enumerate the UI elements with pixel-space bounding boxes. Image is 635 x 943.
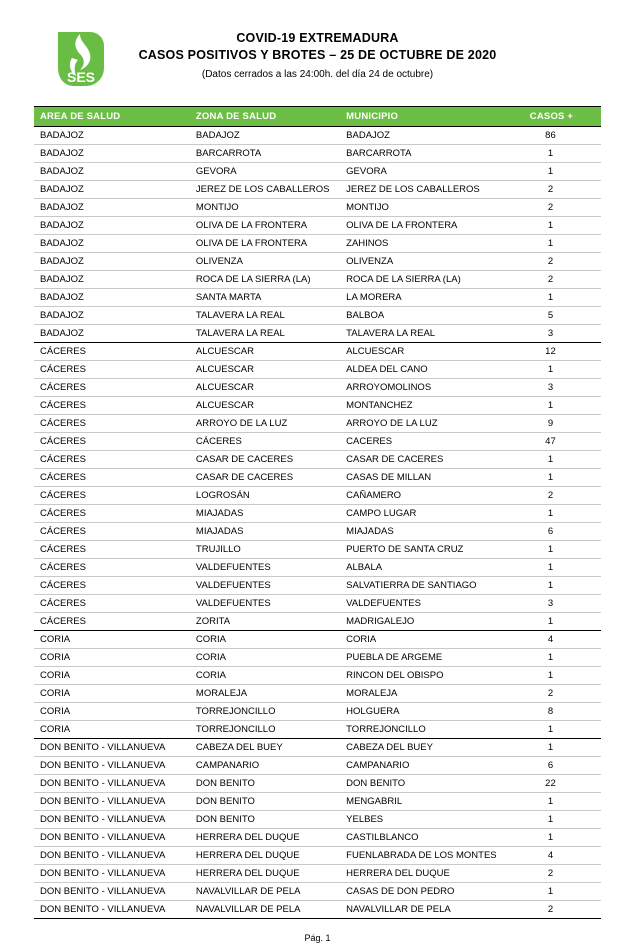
cell-casos: 3 [516,325,601,343]
cell-zona: MIAJADAS [190,505,340,523]
cell-area: CÁCERES [34,595,190,613]
cell-municipio: PUEBLA DE ARGEME [340,649,516,667]
cell-casos: 1 [516,163,601,181]
cell-casos: 1 [516,541,601,559]
cell-municipio: SALVATIERRA DE SANTIAGO [340,577,516,595]
cell-zona: MIAJADAS [190,523,340,541]
cell-area: DON BENITO - VILLANUEVA [34,883,190,901]
cell-area: BADAJOZ [34,127,190,145]
table-header [34,107,601,127]
table-row [34,757,601,775]
cell-casos: 1 [516,667,601,685]
cell-municipio: TALAVERA LA REAL [340,325,516,343]
cell-casos: 5 [516,307,601,325]
cell-municipio: YELBES [340,811,516,829]
cell-casos: 1 [516,451,601,469]
ses-logo [50,28,112,98]
table-row [34,541,601,559]
cell-area: BADAJOZ [34,199,190,217]
cell-area: CÁCERES [34,397,190,415]
cell-casos: 1 [516,577,601,595]
table-row [34,235,601,253]
cell-zona: ALCUESCAR [190,343,340,361]
table-row [34,523,601,541]
cell-area: BADAJOZ [34,307,190,325]
cell-casos: 1 [516,613,601,631]
cell-area: CÁCERES [34,415,190,433]
cell-zona: MONTIJO [190,199,340,217]
cell-casos: 2 [516,685,601,703]
table-row [34,415,601,433]
cell-area: CÁCERES [34,343,190,361]
cell-zona: JEREZ DE LOS CABALLEROS [190,181,340,199]
cell-casos: 1 [516,811,601,829]
cell-municipio: DON BENITO [340,775,516,793]
cell-municipio: BALBOA [340,307,516,325]
cell-area: CORIA [34,703,190,721]
cell-area: DON BENITO - VILLANUEVA [34,793,190,811]
cell-casos: 1 [516,469,601,487]
cell-casos: 2 [516,865,601,883]
cell-zona: BADAJOZ [190,127,340,145]
cell-casos: 22 [516,775,601,793]
cell-area: BADAJOZ [34,325,190,343]
table-row [34,145,601,163]
cell-area: BADAJOZ [34,271,190,289]
cell-zona: VALDEFUENTES [190,577,340,595]
cell-zona: CASAR DE CACERES [190,451,340,469]
table-row [34,739,601,757]
table-body [34,127,601,919]
table-row [34,271,601,289]
cell-municipio: MONTIJO [340,199,516,217]
cell-casos: 1 [516,883,601,901]
cell-casos: 1 [516,397,601,415]
cell-zona: TORREJONCILLO [190,703,340,721]
cell-casos: 1 [516,739,601,757]
table-row [34,901,601,919]
cell-zona: DON BENITO [190,811,340,829]
cell-area: CÁCERES [34,523,190,541]
table-row [34,163,601,181]
cell-area: BADAJOZ [34,145,190,163]
cell-zona: DON BENITO [190,775,340,793]
cell-zona: NAVALVILLAR DE PELA [190,883,340,901]
table-row [34,829,601,847]
cell-zona: VALDEFUENTES [190,595,340,613]
cell-casos: 1 [516,361,601,379]
column-header-municipio: MUNICIPIO [340,107,516,127]
cell-municipio: CAMPANARIO [340,757,516,775]
cell-area: BADAJOZ [34,163,190,181]
cell-area: CORIA [34,631,190,649]
cell-zona: ALCUESCAR [190,361,340,379]
cell-zona: TRUJILLO [190,541,340,559]
cell-zona: TORREJONCILLO [190,721,340,739]
cell-municipio: TORREJONCILLO [340,721,516,739]
cell-zona: LOGROSÁN [190,487,340,505]
cell-zona: OLIVA DE LA FRONTERA [190,235,340,253]
cell-area: CORIA [34,721,190,739]
cell-zona: CORIA [190,631,340,649]
table-row [34,649,601,667]
table-row [34,343,601,361]
cases-table [34,106,601,919]
cell-zona: VALDEFUENTES [190,559,340,577]
title-block [34,24,601,84]
cell-casos: 1 [516,721,601,739]
column-header-casos: CASOS + [516,107,601,127]
cell-zona: NAVALVILLAR DE PELA [190,901,340,919]
svg-text:SES: SES [66,69,96,85]
cell-area: CORIA [34,667,190,685]
table-row [34,217,601,235]
table-row [34,253,601,271]
cell-municipio: OLIVA DE LA FRONTERA [340,217,516,235]
table-header-row [34,107,601,127]
document-header [34,24,601,106]
cell-municipio: PUERTO DE SANTA CRUZ [340,541,516,559]
cell-area: DON BENITO - VILLANUEVA [34,811,190,829]
cell-municipio: MONTANCHEZ [340,397,516,415]
cell-municipio: MADRIGALEJO [340,613,516,631]
cell-municipio: CORIA [340,631,516,649]
cell-casos: 12 [516,343,601,361]
column-header-zona: ZONA DE SALUD [190,107,340,127]
cell-area: DON BENITO - VILLANUEVA [34,775,190,793]
cell-zona: MORALEJA [190,685,340,703]
cell-zona: HERRERA DEL DUQUE [190,865,340,883]
cell-municipio: MIAJADAS [340,523,516,541]
cell-municipio: GEVORA [340,163,516,181]
cell-zona: GEVORA [190,163,340,181]
cell-zona: ZORITA [190,613,340,631]
table-row [34,577,601,595]
cell-area: BADAJOZ [34,217,190,235]
cell-area: CÁCERES [34,505,190,523]
cell-area: CÁCERES [34,361,190,379]
cell-casos: 1 [516,559,601,577]
cell-area: CÁCERES [34,433,190,451]
table-row [34,631,601,649]
page-footer: Pág. 1 [304,933,331,943]
cell-zona: DON BENITO [190,793,340,811]
cell-zona: HERRERA DEL DUQUE [190,829,340,847]
cell-area: CORIA [34,685,190,703]
cell-casos: 1 [516,235,601,253]
cell-zona: CAMPANARIO [190,757,340,775]
cell-zona: OLIVENZA [190,253,340,271]
table-row [34,289,601,307]
cell-zona: ALCUESCAR [190,379,340,397]
table-row [34,865,601,883]
cell-municipio: CACERES [340,433,516,451]
cell-casos: 86 [516,127,601,145]
table-row [34,181,601,199]
cell-municipio: LA MORERA [340,289,516,307]
cell-municipio: ALCUESCAR [340,343,516,361]
table-row [34,451,601,469]
cell-casos: 8 [516,703,601,721]
cell-casos: 4 [516,847,601,865]
table-row [34,397,601,415]
table-row [34,667,601,685]
cell-municipio: ALDEA DEL CANO [340,361,516,379]
table-row [34,487,601,505]
cell-area: CÁCERES [34,451,190,469]
table-row [34,361,601,379]
cell-municipio: CAMPO LUGAR [340,505,516,523]
cell-municipio: ALBALA [340,559,516,577]
cell-zona: CORIA [190,649,340,667]
cell-area: CÁCERES [34,469,190,487]
cell-area: BADAJOZ [34,289,190,307]
table-row [34,721,601,739]
table-row [34,613,601,631]
cell-casos: 9 [516,415,601,433]
cell-casos: 6 [516,757,601,775]
cell-area: CÁCERES [34,577,190,595]
cell-casos: 2 [516,199,601,217]
cell-casos: 1 [516,793,601,811]
cell-zona: SANTA MARTA [190,289,340,307]
cell-municipio: ARROYOMOLINOS [340,379,516,397]
cell-casos: 6 [516,523,601,541]
column-header-area: AREA DE SALUD [34,107,190,127]
cell-casos: 1 [516,289,601,307]
cell-municipio: ZAHINOS [340,235,516,253]
cell-zona: TALAVERA LA REAL [190,325,340,343]
document-title: COVID-19 EXTREMADURA [236,31,399,45]
cell-casos: 1 [516,145,601,163]
cell-casos: 2 [516,253,601,271]
cell-municipio: JEREZ DE LOS CABALLEROS [340,181,516,199]
cell-municipio: VALDEFUENTES [340,595,516,613]
cell-municipio: MORALEJA [340,685,516,703]
cell-area: DON BENITO - VILLANUEVA [34,847,190,865]
table-row [34,325,601,343]
cell-casos: 4 [516,631,601,649]
table-row [34,199,601,217]
cell-area: BADAJOZ [34,253,190,271]
cell-municipio: ARROYO DE LA LUZ [340,415,516,433]
table-row [34,127,601,145]
cell-zona: CASAR DE CACERES [190,469,340,487]
cell-area: DON BENITO - VILLANUEVA [34,865,190,883]
cell-casos: 1 [516,505,601,523]
cell-municipio: HOLGUERA [340,703,516,721]
cell-municipio: CASAS DE MILLAN [340,469,516,487]
cell-municipio: MENGABRIL [340,793,516,811]
cell-casos: 1 [516,217,601,235]
cell-zona: CORIA [190,667,340,685]
cell-municipio: OLIVENZA [340,253,516,271]
cell-municipio: FUENLABRADA DE LOS MONTES [340,847,516,865]
cell-zona: CÁCERES [190,433,340,451]
cell-casos: 2 [516,901,601,919]
cell-casos: 47 [516,433,601,451]
cell-municipio: NAVALVILLAR DE PELA [340,901,516,919]
cell-municipio: HERRERA DEL DUQUE [340,865,516,883]
table-row [34,379,601,397]
cell-casos: 1 [516,649,601,667]
cell-municipio: ROCA DE LA SIERRA (LA) [340,271,516,289]
cell-municipio: CASAR DE CACERES [340,451,516,469]
cell-area: CÁCERES [34,379,190,397]
cell-municipio: CASTILBLANCO [340,829,516,847]
cell-area: BADAJOZ [34,181,190,199]
cell-municipio: BADAJOZ [340,127,516,145]
cell-zona: CABEZA DEL BUEY [190,739,340,757]
cell-casos: 3 [516,595,601,613]
cell-area: DON BENITO - VILLANUEVA [34,901,190,919]
document-note: (Datos cerrados a las 24:00h. del día 24 de octubre) [201,69,434,80]
cell-area: DON BENITO - VILLANUEVA [34,739,190,757]
table-row [34,505,601,523]
cell-municipio: CAÑAMERO [340,487,516,505]
cell-zona: HERRERA DEL DUQUE [190,847,340,865]
table-row [34,559,601,577]
table-row [34,883,601,901]
cell-area: CÁCERES [34,559,190,577]
table-row [34,433,601,451]
table-row [34,847,601,865]
cell-area: CORIA [34,649,190,667]
cell-municipio: BARCARROTA [340,145,516,163]
cell-casos: 3 [516,379,601,397]
cell-area: DON BENITO - VILLANUEVA [34,829,190,847]
table-row [34,793,601,811]
cell-casos: 2 [516,271,601,289]
cell-zona: ALCUESCAR [190,397,340,415]
document-subtitle: CASOS POSITIVOS Y BROTES – 25 DE OCTUBRE DE 2020 [138,48,497,62]
table-row [34,307,601,325]
cell-casos: 2 [516,487,601,505]
table-row [34,685,601,703]
cell-zona: BARCARROTA [190,145,340,163]
cell-municipio: CABEZA DEL BUEY [340,739,516,757]
cell-zona: TALAVERA LA REAL [190,307,340,325]
table-row [34,703,601,721]
cell-municipio: RINCON DEL OBISPO [340,667,516,685]
cell-area: BADAJOZ [34,235,190,253]
cell-zona: ARROYO DE LA LUZ [190,415,340,433]
cell-area: CÁCERES [34,613,190,631]
cell-municipio: CASAS DE DON PEDRO [340,883,516,901]
cell-zona: OLIVA DE LA FRONTERA [190,217,340,235]
cell-casos: 2 [516,181,601,199]
table-row [34,469,601,487]
table-row [34,775,601,793]
table-row [34,595,601,613]
cell-area: CÁCERES [34,487,190,505]
cell-zona: ROCA DE LA SIERRA (LA) [190,271,340,289]
cell-casos: 1 [516,829,601,847]
table-row [34,811,601,829]
cell-area: DON BENITO - VILLANUEVA [34,757,190,775]
cell-area: CÁCERES [34,541,190,559]
